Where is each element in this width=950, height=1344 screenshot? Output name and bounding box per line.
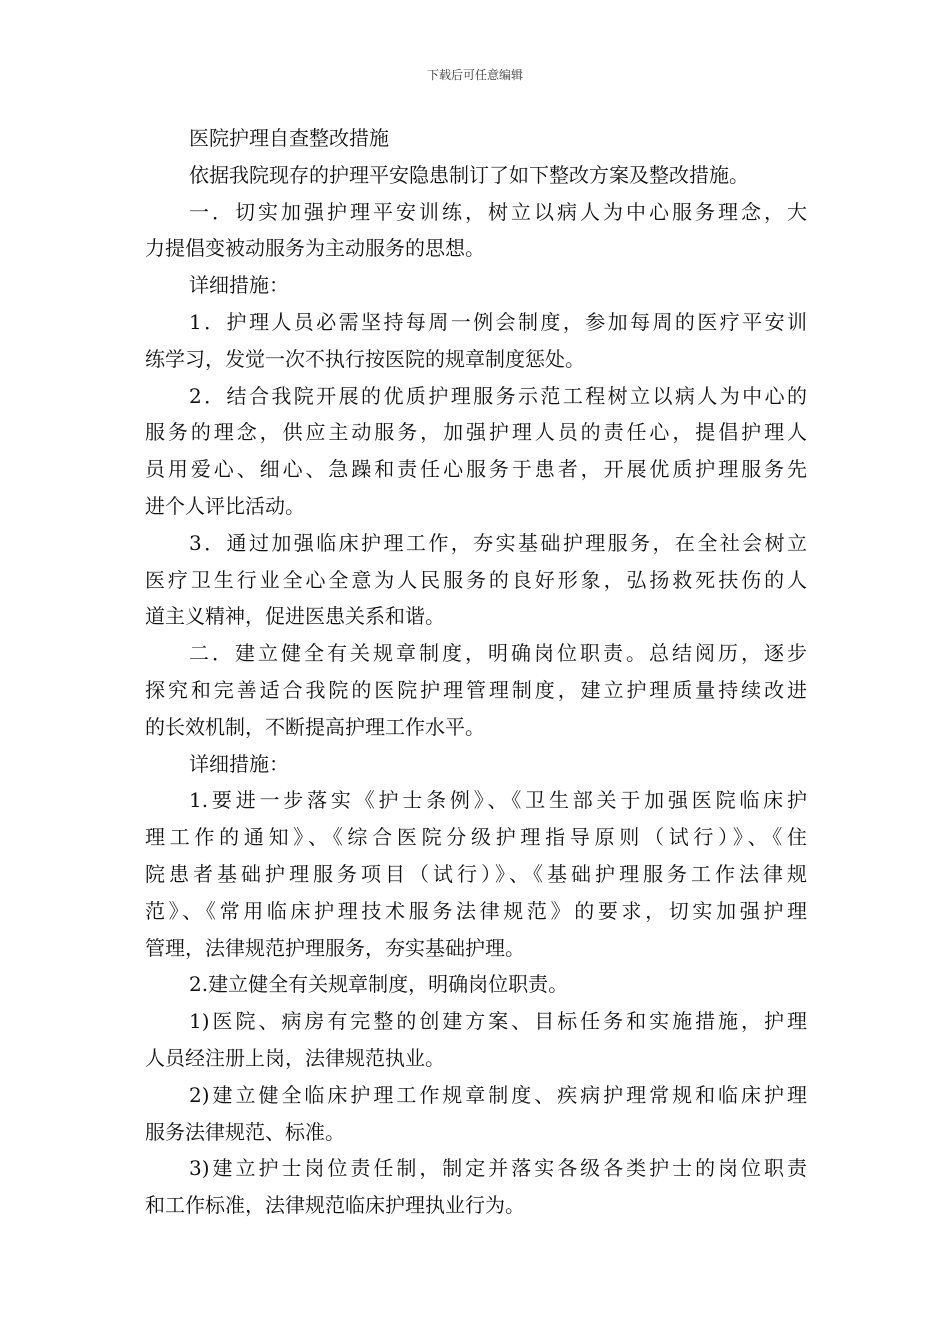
intro-line: 依据我院现存的护理平安隐患制订了如下整改方案及整改措施。 [189, 162, 749, 187]
measure-1-line: 院患者基础护理服务项目（试行）》、《基础护理服务工作法律规 [145, 861, 807, 886]
page-header: 下载后可任意编辑 [426, 68, 523, 82]
sub-item-1-line: 1)医院、病房有完整的创建方案、目标任务和实施措施，护理 [189, 1009, 807, 1034]
measures-label-1: 详细措施： [189, 273, 289, 298]
section-2-heading-cont: 探究和完善适合我院的医院护理管理制度，建立护理质量持续改进 [145, 677, 807, 702]
document-body [145, 120, 807, 1224]
item-3-line: 医疗卫生行业全心全意为人民服务的良好形象，弘扬救死扶伤的人 [145, 567, 807, 592]
measure-1-line: 范》、《常用临床护理技术服务法律规范》的要求，切实加强护理 [145, 898, 807, 923]
sub-item-1-line: 人员经注册上岗，法律规范执业。 [145, 1045, 445, 1070]
sub-item-3-line: 和工作标准，法律规范临床护理执业行为。 [145, 1193, 525, 1218]
item-2-line: 进个人评比活动。 [145, 493, 305, 518]
section-1-heading-cont: 力提倡变被动服务为主动服务的思想。 [145, 236, 485, 261]
section-2-heading: 二．建立健全有关规章制度，明确岗位职责。总结阅历，逐步 [189, 641, 807, 666]
item-1-line: 1．护理人员必需坚持每周一例会制度，参加每周的医疗平安训 [189, 309, 807, 334]
measures-label-2: 详细措施： [189, 751, 289, 776]
section-2-heading-cont: 的长效机制，不断提高护理工作水平。 [145, 714, 485, 739]
document-title: 医院护理自查整改措施 [189, 126, 389, 150]
sub-item-2-line: 2)建立健全临床护理工作规章制度、疾病护理常规和临床护理 [189, 1082, 807, 1107]
item-3-line: 道主义精神，促进医患关系和谐。 [145, 604, 445, 629]
item-2-line: 2．结合我院开展的优质护理服务示范工程树立以病人为中心的 [189, 383, 807, 408]
item-2-line: 员用爱心、细心、急躁和责任心服务于患者，开展优质护理服务先 [145, 457, 807, 482]
sub-item-2-line: 服务法律规范、标准。 [145, 1119, 345, 1144]
item-1-line: 练学习，发觉一次不执行按医院的规章制度惩处。 [145, 346, 585, 371]
sub-item-3-line: 3)建立护士岗位责任制，制定并落实各级各类护士的岗位职责 [189, 1156, 807, 1181]
section-1-heading: 一．切实加强护理平安训练，树立以病人为中心服务理念，大 [189, 199, 807, 224]
measure-1-line: 管理，法律规范护理服务，夯实基础护理。 [145, 935, 525, 960]
measure-1-line: 理工作的通知》、《综合医院分级护理指导原则（试行）》、《住 [145, 825, 807, 850]
measure-1-line: 1.要进一步落实《护士条例》、《卫生部关于加强医院临床护 [189, 788, 807, 813]
measure-2-line: 2.建立健全有关规章制度，明确岗位职责。 [189, 972, 569, 997]
item-3-line: 3．通过加强临床护理工作，夯实基础护理服务，在全社会树立 [189, 530, 807, 555]
item-2-line: 服务的理念，供应主动服务，加强护理人员的责任心，提倡护理人 [145, 420, 807, 445]
